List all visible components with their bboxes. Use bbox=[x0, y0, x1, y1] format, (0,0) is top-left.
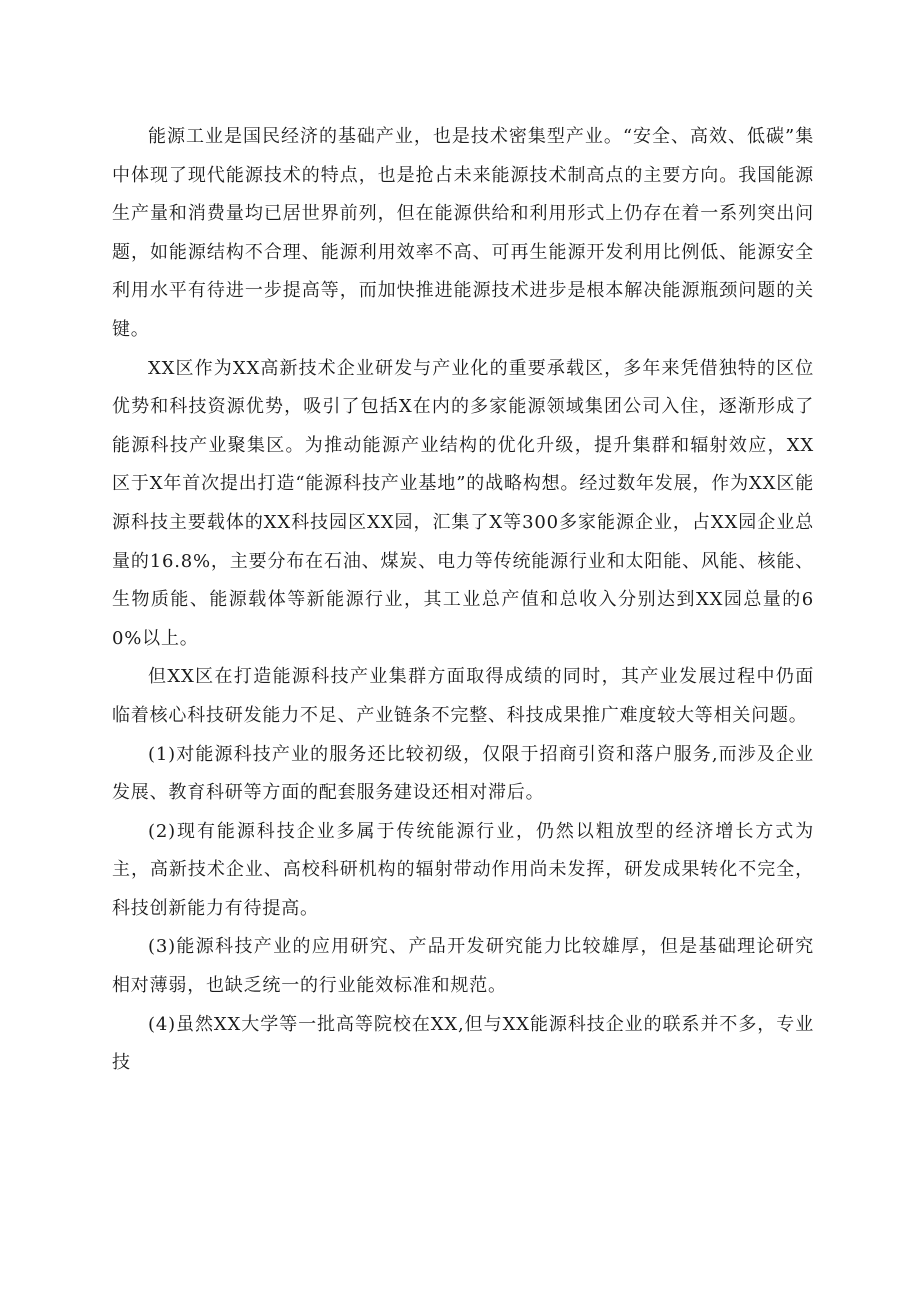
paragraph-problems: 但XX区在打造能源科技产业集群方面取得成绩的同时，其产业发展过程中仍面临着核心科技研发能力不足、产业链条不完整、科技成果推广难度较大等相关问题。 bbox=[112, 666, 814, 726]
paragraph-item-3: (3)能源科技产业的应用研究、产品开发研究能力比较雄厚，但是基础理论研究相对薄弱，也缺乏统一的行业能效标准和规范。 bbox=[112, 936, 814, 997]
paragraph-item-1: (1)对能源科技产业的服务还比较初级，仅限于招商引资和落户服务,而涉及企业发展、教育科研等方面的配套服务建设还相对滞后。 bbox=[112, 743, 814, 804]
paragraph-item-4: (4)虽然XX大学等一批高等院校在XX,但与XX能源科技企业的联系并不多，专业技 bbox=[112, 1013, 814, 1074]
paragraph-item-2: (2)现有能源科技企业多属于传统能源行业，仍然以粗放型的经济增长方式为主，高新技术企业、高校科研机构的辐射带动作用尚未发挥，研发成果转化不完全，科技创新能力有待提高。 bbox=[112, 820, 814, 919]
paragraph-district: XX区作为XX高新技术企业研发与产业化的重要承载区，多年来凭借独特的区位优势和科技资源优势，吸引了包括X在内的多家能源领域集团公司入住，逐渐形成了能源科技产业聚集区。为推动能源产业结构的优化升级，提升集群和辐射效应，XX区于X年首次提出打造“能源科技产业基地”的战略构想。经过数年发展，作为XX区能源科技主要载体的XX科技园区XX园，汇集了X等300多家能源企业，占XX园企业总量的16.8%，主要分布在石油、煤炭、电力等传统能源行业和太阳能、风能、核能、生物质能、能源载体等新能源行业，其工业总产值和总收入分别达到XX园总量的60%以上。 bbox=[112, 357, 814, 649]
paragraph-intro: 能源工业是国民经济的基础产业，也是技术密集型产业。“安全、高效、低碳”集中体现了现代能源技术的特点，也是抢占未来能源技术制高点的主要方向。我国能源生产量和消费量均已居世界前列，但在能源供给和利用形式上仍存在着一系列突出问题，如能源结构不合理、能源利用效率不高、可再生能源开发利用比例低、能源安全利用水平有待进一步提高等，而加快推进能源技术进步是根本解决能源瓶颈问题的关键。 bbox=[112, 126, 814, 340]
